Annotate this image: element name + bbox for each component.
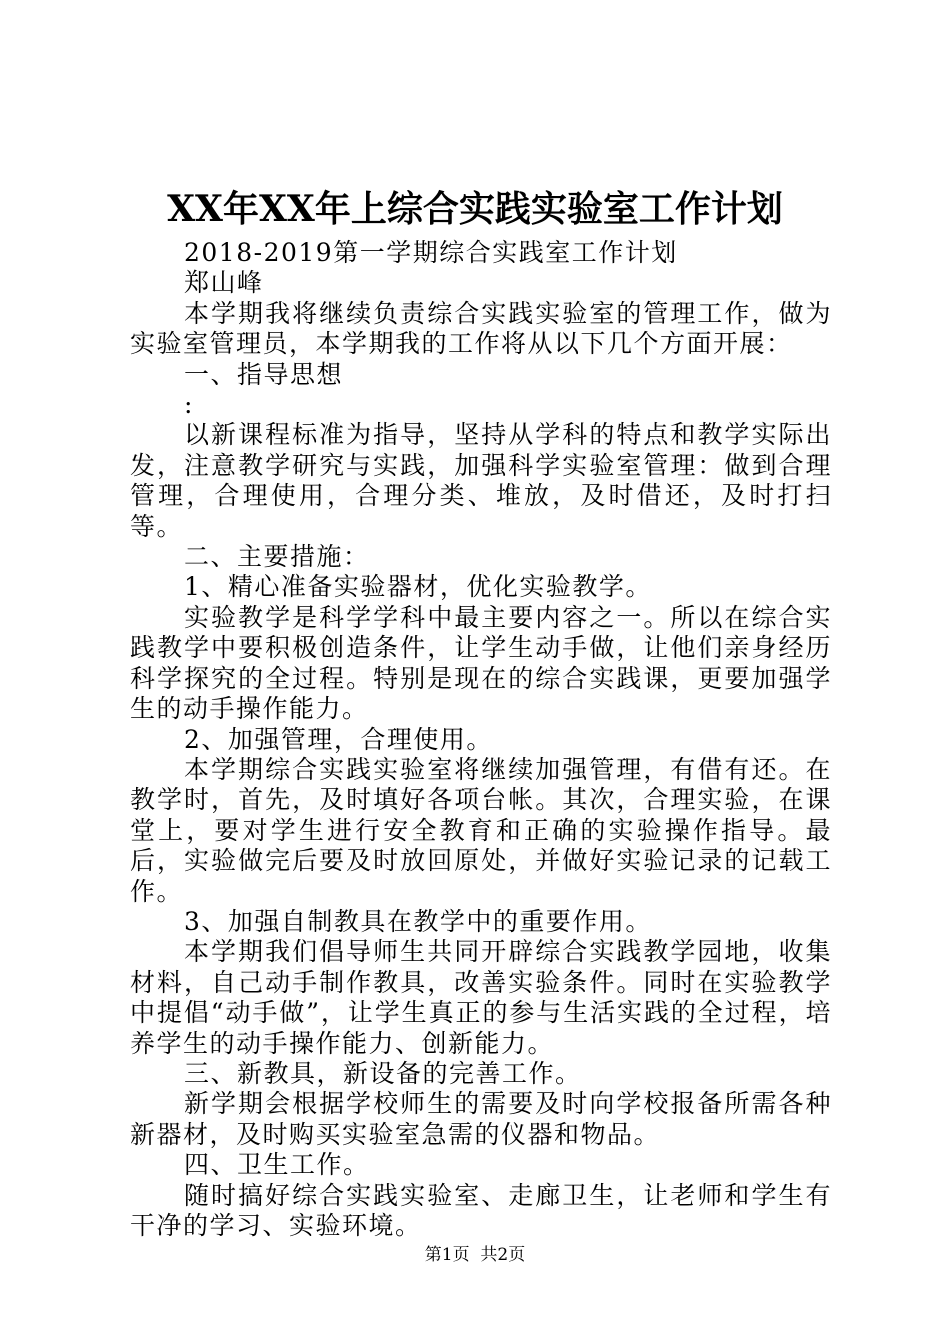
page-footer: 第1页 共2页 [424,1245,526,1265]
body-paragraph: 本学期综合实践实验室将继续加强管理，有借有还。在教学时，首先，及时填好各项台帐。其次，合理实验，在课堂上，要对学生进行安全教育和正确的实验操作指导。最后，实验做完后要及时放回原处，并做好实验记录的记载工作。 [130,754,832,906]
section-heading: 四、卫生工作。 [184,1150,370,1180]
body-paragraph: 实验教学是科学学科中最主要内容之一。所以在综合实践教学中要积极创造条件，让学生动手做，让他们亲身经历科学探究的全过程。特别是现在的综合实践课，更要加强学生的动手操作能力。 [130,602,832,724]
subsection-heading: 3、加强自制教具在教学中的重要作用。 [184,906,652,936]
body-paragraph: : [184,390,194,420]
document-title: XX年XX年上综合实践实验室工作计划 [167,188,783,230]
body-paragraph: 随时搞好综合实践实验室、走廊卫生，让老师和学生有干净的学习、实验环境。 [130,1180,832,1240]
section-heading: 一、指导思想 [184,359,344,389]
subsection-heading: 2、加强管理，合理使用。 [184,724,493,754]
body-paragraph: 新学期会根据学校师生的需要及时向学校报备所需各种新器材，及时购买实验室急需的仪器和物品。 [130,1089,832,1149]
body-paragraph: 以新课程标准为指导，坚持从学科的特点和教学实际出发，注意教学研究与实践，加强科学实验室管理：做到合理管理，合理使用，合理分类、堆放，及时借还，及时打扫等。 [130,420,832,541]
subtitle-line: 2018-2019第一学期综合实践室工作计划 [184,238,678,267]
document-body [130,238,832,1241]
body-paragraph: 本学期我将继续负责综合实践实验室的管理工作，做为实验室管理员，本学期我的工作将从以下几个方面开展： [130,298,832,359]
section-heading: 三、新教具，新设备的完善工作。 [184,1058,582,1088]
subsection-heading: 1、精心准备实验器材，优化实验教学。 [184,572,652,602]
body-paragraph: 本学期我们倡导师生共同开辟综合实践教学园地，收集材料，自己动手制作教具，改善实验条件。同时在实验教学中提倡“动手做”，让学生真正的参与生活实践的全过程，培养学生的动手操作能力、创新能力。 [130,937,832,1058]
section-heading: 二、主要措施： [184,542,370,572]
author-line: 郑山峰 [184,268,264,298]
